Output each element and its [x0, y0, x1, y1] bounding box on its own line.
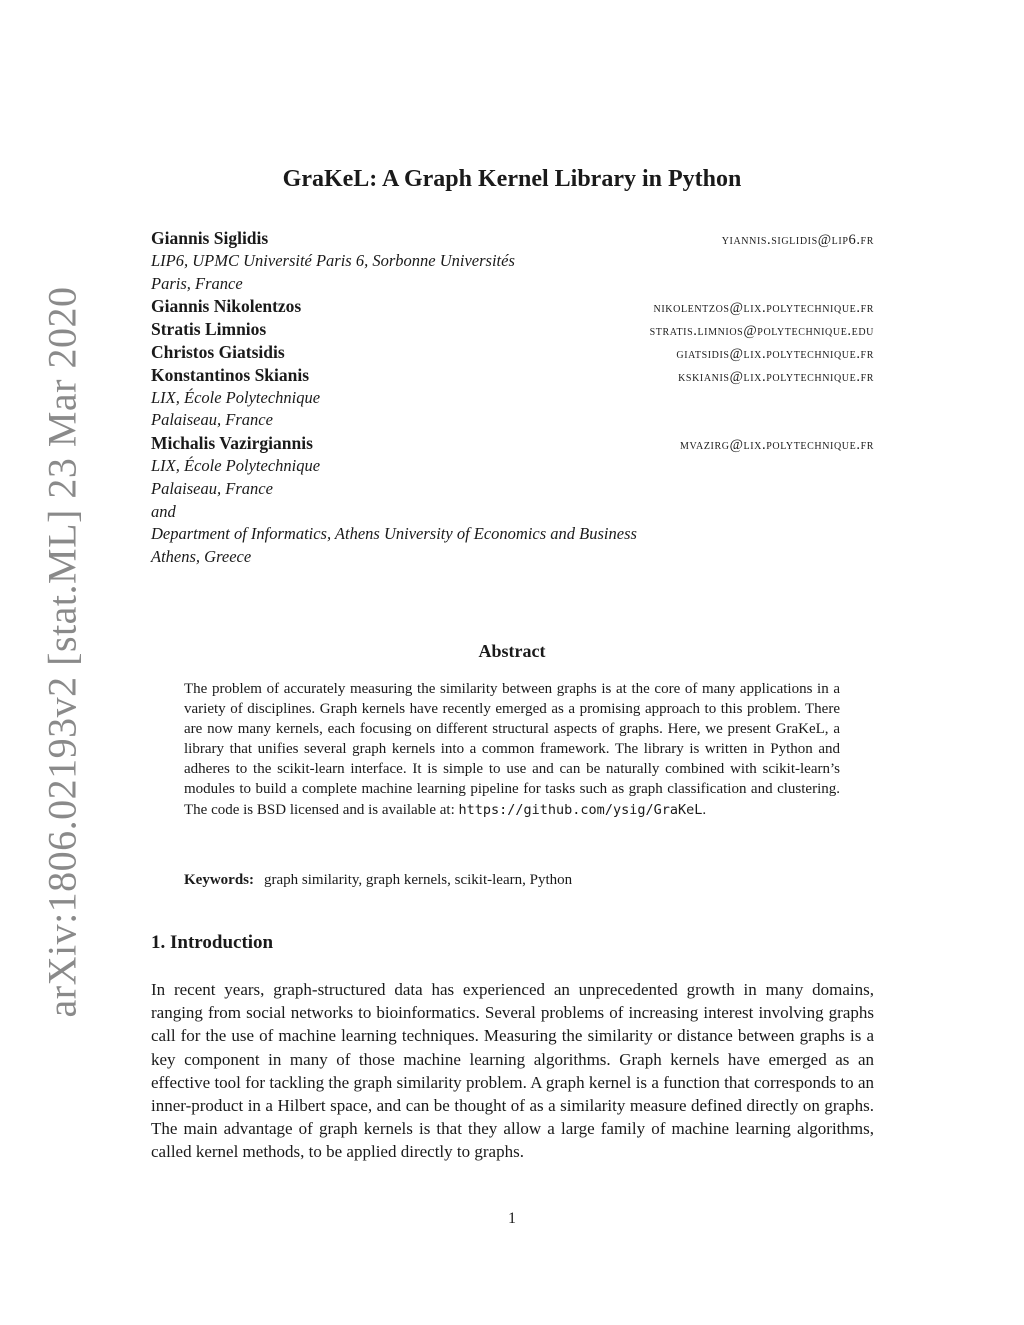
page-number: 1: [508, 1210, 516, 1227]
author-email[interactable]: stratis.limnios@polytechnique.edu: [649, 323, 874, 340]
author-email[interactable]: kskianis@lix.polytechnique.fr: [678, 368, 874, 385]
author-block: [151, 227, 874, 569]
section-heading-introduction: 1. Introduction: [151, 932, 274, 953]
affiliation-line: LIX, École Polytechnique: [151, 455, 321, 475]
abstract-end-punctuation: .: [702, 801, 707, 818]
author-name: Christos Giatsidis: [151, 341, 285, 362]
author-name: Stratis Limnios: [151, 319, 267, 340]
affiliation-line: Palaiseau, France: [151, 478, 273, 498]
author-email[interactable]: giatsidis@lix.polytechnique.fr: [676, 345, 874, 362]
arxiv-identifier-stamp: arXiv:1806.02193v2 [stat.ML] 23 Mar 2020: [39, 286, 85, 1018]
author-line: [151, 341, 874, 364]
abstract-body-text: The problem of accurately measuring the similarity between graphs is at the core of many applications in a variety of disciplines. Graph kernels have recently emerged as a promising approach to this problem. There are now many kernels, each focusing on different structural aspects of graphs. Here, we present GraKeL, a library that unifies several graph kernels into a common framework. The library is written in Python and adheres to the scikit-learn interface. It is simple to use and can be naturally combined with scikit-learn’s modules to build a complete machine learning pipeline for tasks such as graph classification and clustering. The code is BSD licensed and is available at:: [184, 681, 840, 818]
affiliation-line: Department of Informatics, Athens University of Economics and Business: [151, 524, 637, 544]
affiliation-line: Palaiseau, France: [151, 410, 273, 430]
author-line: [151, 227, 874, 250]
author-email[interactable]: yiannis.siglidis@lip6.fr: [721, 232, 874, 248]
keywords-line: [184, 872, 840, 889]
paper-title: GraKeL: A Graph Kernel Library in Python: [282, 166, 742, 192]
author-name: Giannis Siglidis: [151, 228, 269, 248]
keywords-list: graph similarity, graph kernels, scikit-learn, Python: [264, 872, 573, 888]
affiliation-line: and: [151, 501, 176, 521]
author-line: [151, 318, 874, 341]
code-repository-link[interactable]: https://github.com/ysig/GraKeL: [458, 801, 703, 818]
affiliation-line: Athens, Greece: [151, 547, 252, 567]
author-line: [151, 295, 874, 318]
author-name: Michalis Vazirgiannis: [151, 433, 313, 454]
introduction-paragraph: In recent years, graph-structured data has experienced an unprecedented growth in many domains, ranging from social networks to bioinformatics. Several problems of increasing interest involving graphs call for the use of machine learning techniques. Measuring the similarity or distance between graphs is a key component in many of those machine learning algorithms. Graph kernels have emerged as an effective tool for tackling the graph similarity problem. A graph kernel is a function that corresponds to an inner-product in a Hilbert space, and can be thought of as a similarity measure defined directly on graphs. The main advantage of graph kernels is that they allow a large family of machine learning algorithms, called kernel methods, to be applied directly to graphs.: [151, 980, 874, 1162]
author-email[interactable]: nikolentzos@lix.polytechnique.fr: [653, 300, 874, 317]
affiliation-line: LIP6, UPMC Université Paris 6, Sorbonne Universités: [151, 250, 515, 270]
author-email[interactable]: mvazirg@lix.polytechnique.fr: [680, 437, 874, 454]
author-name: Giannis Nikolentzos: [151, 296, 302, 317]
author-line: [151, 432, 874, 455]
abstract-text: [184, 679, 840, 820]
author-name: Konstantinos Skianis: [151, 364, 310, 385]
keywords-label: Keywords:: [184, 872, 254, 888]
abstract-heading: Abstract: [478, 641, 546, 661]
affiliation-line: LIX, École Polytechnique: [151, 387, 321, 407]
affiliation-line: Paris, France: [151, 273, 243, 293]
author-line: [151, 364, 874, 387]
